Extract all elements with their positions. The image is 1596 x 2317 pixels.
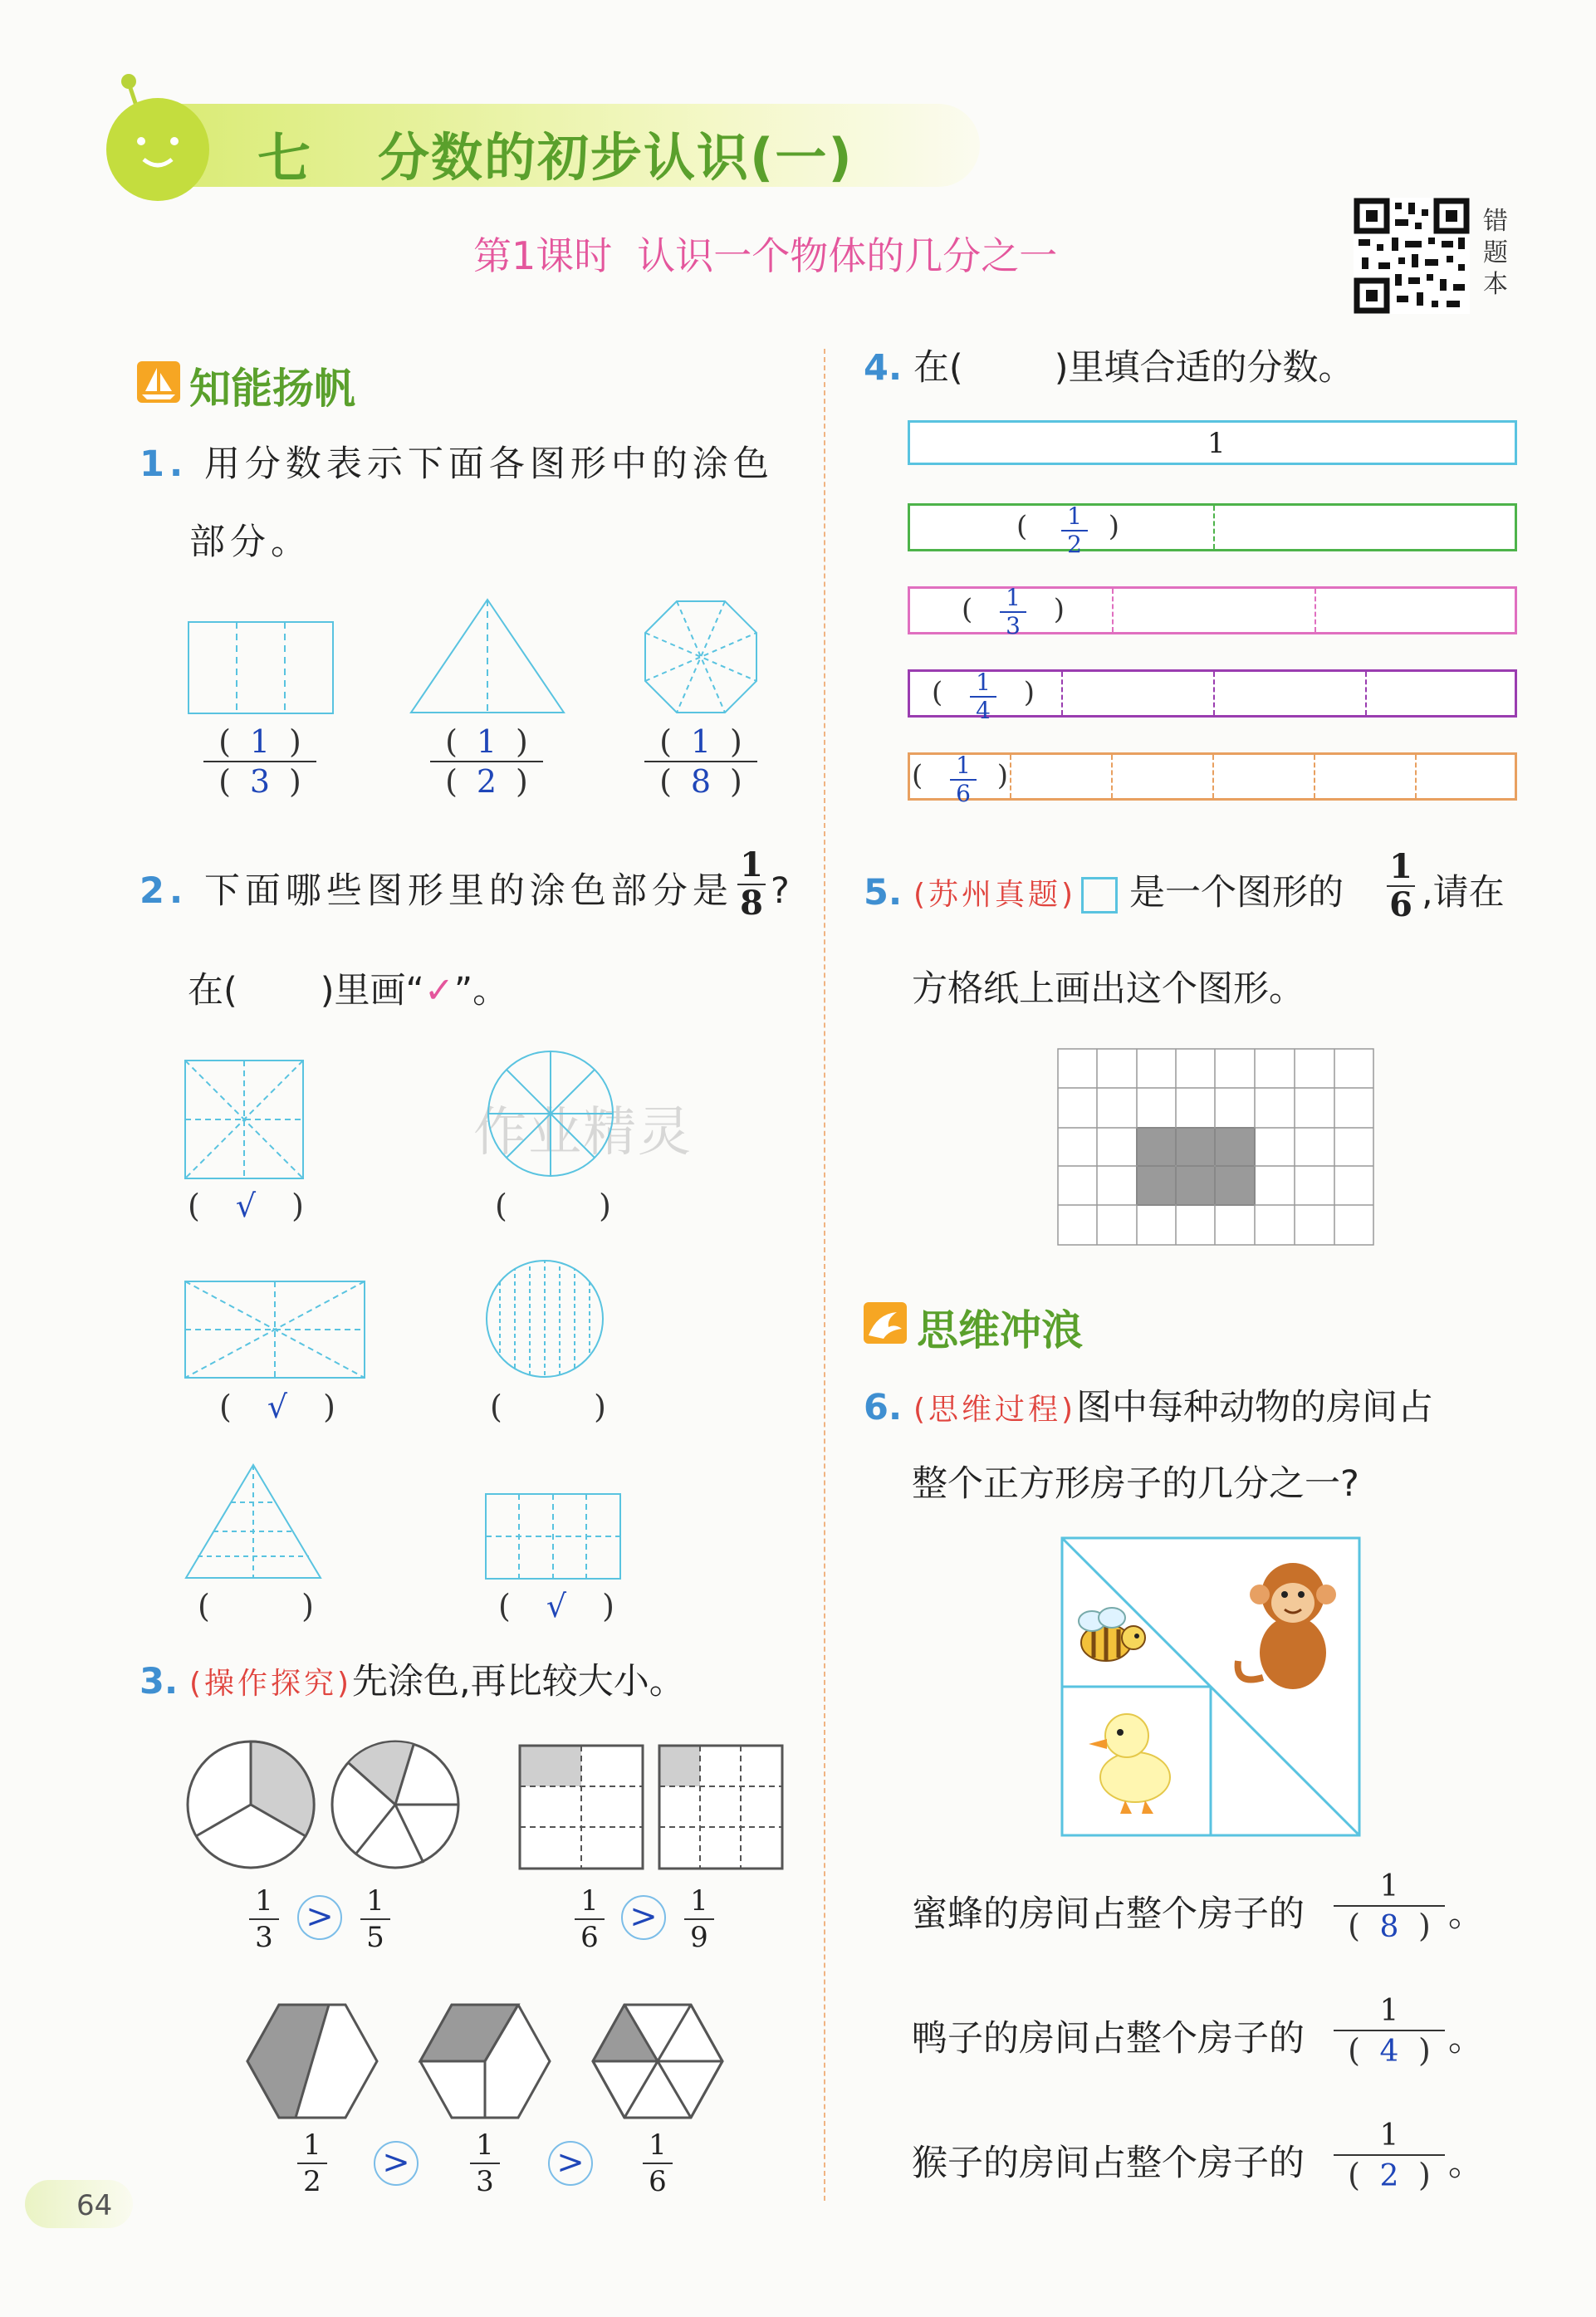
- q2-mark-3: ( √ ): [219, 1389, 335, 1425]
- q1-prompt: 1. 用分数表示下面各图形中的涂色: [140, 443, 774, 485]
- q2-triangle: [184, 1463, 322, 1580]
- q3-frac-1-5: 1 5: [360, 1887, 390, 1952]
- lesson-title: 认识一个物体的几分之一: [637, 233, 1058, 278]
- q3-frac-1-6b: 1 6: [643, 2131, 673, 2196]
- page-number: 64: [76, 2189, 113, 2222]
- q6-prompt-cont: 整个正方形房子的几分之一?: [912, 1463, 1359, 1505]
- q2-instruction: 在( )里画“✓”。: [188, 970, 509, 1012]
- q4-prompt: 4. 在( )里填合适的分数。: [864, 347, 1354, 389]
- q4-whole-label: 1: [1207, 427, 1226, 460]
- section-title-zhineng: 知能扬帆: [189, 365, 355, 413]
- q1-octagon: [644, 600, 758, 714]
- q1-triangle: [409, 598, 565, 714]
- q3-frac-1-2: 1 2: [297, 2131, 327, 2196]
- q3-circle-thirds: [186, 1740, 316, 1869]
- q2-mark-1: ( √ ): [188, 1188, 304, 1224]
- q6-end-2: 。: [1448, 2018, 1484, 2060]
- q2-prompt: 2. 下面哪些图形里的涂色部分是: [140, 870, 733, 912]
- q3-compare-1: >: [297, 1895, 342, 1940]
- q3-hexagon-sixths: [591, 2003, 724, 2119]
- q3-square-sixths: [518, 1744, 644, 1870]
- q2-mark-5: ( ): [198, 1588, 314, 1624]
- q2-square: [184, 1060, 304, 1179]
- lesson-label: 第1课时: [473, 233, 613, 278]
- check-mark-icon: ✓: [423, 970, 454, 1012]
- q6-house-diagram: [1060, 1536, 1361, 1837]
- q5-grid-paper[interactable]: [1057, 1048, 1374, 1246]
- chapter-title: 分数的初步认识(一): [378, 127, 854, 188]
- smiley-icon: [104, 66, 212, 208]
- q6-prompt: 6. (思维过程)图中每种动物的房间占: [864, 1387, 1434, 1428]
- q2-rect-grid: [485, 1493, 621, 1580]
- q3-frac-1-3: 1 3: [249, 1887, 279, 1952]
- watermark: 作业精灵: [473, 1102, 693, 1163]
- q3-compare-4: >: [548, 2141, 593, 2186]
- q4-paren-sixth: ( ): [912, 759, 1008, 792]
- q3-frac-1-9: 1 9: [684, 1887, 714, 1952]
- small-square-icon: [1081, 877, 1118, 914]
- q2-mark-6: ( √ ): [498, 1588, 614, 1624]
- q6-end-3: 。: [1448, 2143, 1484, 2184]
- q1-rectangle: [188, 621, 334, 714]
- q2-mark-2: ( ): [495, 1188, 611, 1224]
- q4-paren-half: ( ): [1016, 510, 1119, 543]
- q1-prompt-cont: 部分。: [189, 522, 311, 563]
- qr-code-icon[interactable]: [1354, 198, 1476, 314]
- q6-answer-monkey-label: 猴子的房间占整个房子的: [912, 2143, 1305, 2184]
- q3-square-ninths: [658, 1744, 784, 1870]
- q3-compare-3: >: [374, 2141, 419, 2186]
- section-title-siwei: 思维冲浪: [917, 1306, 1083, 1354]
- q5-prompt: 5. (苏州真题) 是一个图形的: [864, 872, 1344, 914]
- q3-hexagon-thirds: [419, 2003, 551, 2119]
- q4-paren-third: ( ): [962, 593, 1065, 626]
- q6-answer-bee: 1 ( 8 ): [1334, 1872, 1445, 1942]
- q3-frac-1-6: 1 6: [575, 1887, 605, 1952]
- q4-answer-third: 1 3: [1000, 586, 1026, 638]
- q4-answer-quarter: 1 4: [970, 671, 996, 723]
- q4-answer-half: 1 2: [1061, 505, 1088, 556]
- q4-paren-quarter: ( ): [932, 676, 1035, 709]
- q6-answer-duck: 1 ( 4 ): [1334, 1996, 1445, 2067]
- q5-fraction: 1 6: [1387, 850, 1415, 922]
- q6-end-1: 。: [1448, 1893, 1484, 1935]
- q2-rect-wide: [184, 1281, 365, 1379]
- q3-circle-fifths: [330, 1740, 460, 1869]
- chapter-number: 七: [257, 129, 311, 190]
- q1-answer-3: ( 1 ) ( 8 ): [644, 726, 757, 797]
- column-divider: [824, 349, 825, 2201]
- q3-hexagon-halves: [246, 2003, 379, 2119]
- lesson-heading: [473, 226, 1057, 281]
- q6-answer-bee-label: 蜜蜂的房间占整个房子的: [912, 1893, 1305, 1935]
- q2-mark-4: ( ): [490, 1389, 606, 1425]
- q4-bar-half: [908, 503, 1517, 551]
- q3-frac-1-3b: 1 3: [470, 2131, 500, 2196]
- wave-icon: [864, 1302, 907, 1344]
- q2-circle-a: [487, 1050, 614, 1178]
- q5-prompt-cont: 方格纸上画出这个图形。: [912, 968, 1305, 1010]
- q3-compare-2: >: [621, 1895, 666, 1940]
- q6-answer-duck-label: 鸭子的房间占整个房子的: [912, 2018, 1305, 2060]
- q6-answer-monkey: 1 ( 2 ): [1334, 2121, 1445, 2192]
- qr-label[interactable]: 错题本: [1483, 207, 1508, 299]
- q3-prompt: 3. (操作探究)先涂色,再比较大小。: [140, 1661, 685, 1702]
- q2-fraction: 1 8: [737, 849, 766, 920]
- q2-question-mark: ?: [771, 870, 790, 912]
- q2-circle-striped: [485, 1259, 605, 1379]
- q1-answer-1: ( 1 ) ( 3 ): [203, 726, 316, 797]
- q5-prompt-end: ,请在: [1422, 872, 1505, 914]
- sail-icon: [137, 361, 180, 403]
- q4-answer-sixth: 1 6: [950, 754, 977, 806]
- q1-answer-2: ( 1 ) ( 2 ): [430, 726, 543, 797]
